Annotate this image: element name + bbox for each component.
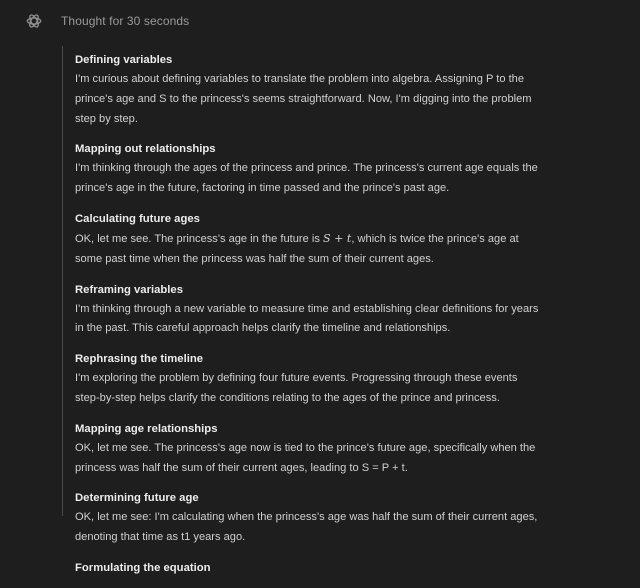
- thought-duration-label[interactable]: Thought for 30 seconds: [61, 14, 190, 28]
- step-title: Mapping age relationships: [75, 422, 218, 435]
- step-body-text: OK, let me see. The princess's age in the future is: [75, 232, 323, 245]
- step-body: I'm curious about defining variables to translate the problem into algebra. Assigning P to the prince's age and S to the princess's seems straightforward. Now, I'm digging into the problem step by step.: [75, 73, 532, 125]
- step-title: Defining variables: [75, 54, 173, 66]
- step-body: OK, let me see: I'm calculating when the princess's age was half the sum of their current ages, denoting that time as t1 years ago.: [75, 511, 538, 544]
- thought-step: [75, 558, 575, 578]
- thought-step: [75, 488, 575, 548]
- step-title: Rephrasing the timeline: [75, 353, 204, 366]
- step-body: I'm thinking through a new variable to measure time and establishing clear definitions for years in the past. This careful approach helps clarify the timeline and relationships.: [75, 302, 539, 335]
- step-title: Determining future age: [75, 492, 199, 505]
- thought-header[interactable]: [24, 11, 189, 31]
- thought-thread-line: [62, 46, 63, 516]
- thought-step: [75, 50, 575, 129]
- thought-step: [75, 419, 575, 479]
- thought-step: [75, 139, 575, 199]
- step-title: Calculating future ages: [75, 212, 200, 225]
- step-body: I'm exploring the problem by defining four future events. Progressing through these events step-by-step helps clarify the conditions relating to the ages of the prince and princess.: [75, 372, 518, 404]
- step-body: I'm thinking through the ages of the princess and prince. The princess's current age equals the prince's age in the future, factoring in time passed and the prince's past age.: [75, 162, 538, 195]
- openai-logo-icon: [24, 11, 44, 31]
- step-body: OK, let me see. The princess's age now is tied to the prince's future age, specifically when the princess was half the sum of their current ages, leading to S = P + t.: [75, 441, 536, 474]
- thought-step: [75, 280, 575, 340]
- step-title: Reframing variables: [75, 283, 183, 296]
- step-body-text: , which is twice the prince's age at some past time when the princess was half the sum of their current ages.: [75, 232, 519, 265]
- step-title: Mapping out relationships: [75, 143, 216, 156]
- step-title: Formulating the equation: [75, 561, 211, 574]
- math-expression: S + t: [322, 231, 352, 245]
- thought-step: [75, 209, 575, 270]
- thought-steps: [75, 50, 575, 588]
- thought-step: [75, 349, 575, 409]
- step-body: [75, 229, 575, 270]
